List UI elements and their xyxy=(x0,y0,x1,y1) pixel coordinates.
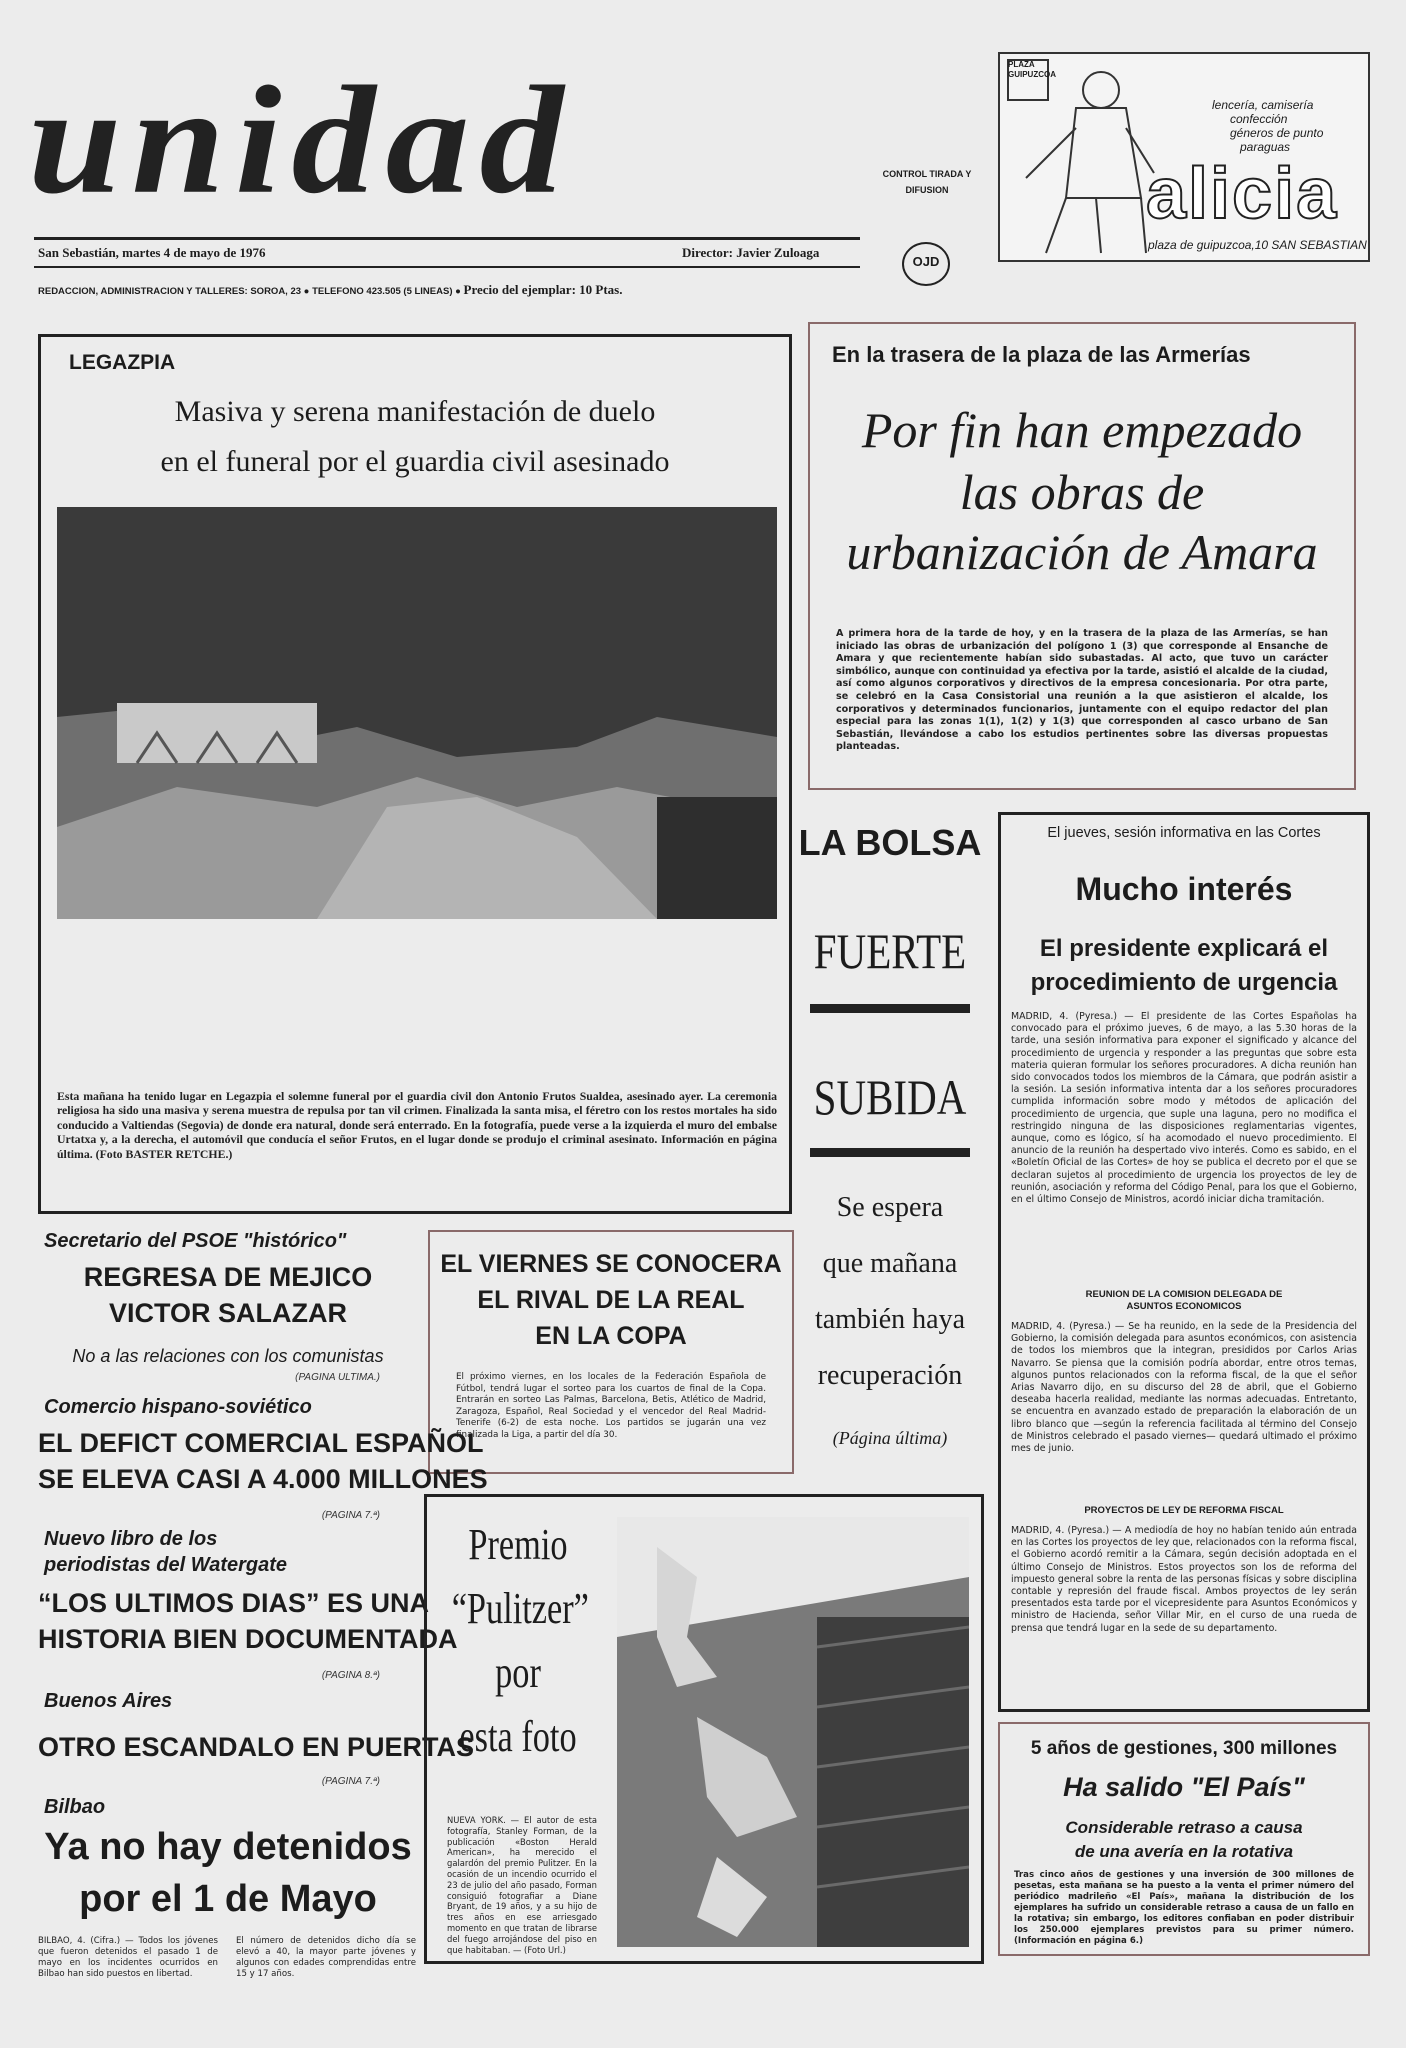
cortes-headline: Mucho interés xyxy=(1075,871,1293,907)
bolsa-title: LA BOLSA xyxy=(798,822,982,863)
ad-line: confección xyxy=(1230,112,1288,126)
cortes-kicker: El jueves, sesión informativa en las Cortes xyxy=(1047,825,1321,841)
cortes-body: MADRID, 4. (Pyresa.) — A mediodía de hoy no habían tenido aún entrada en las Cortes los proyectos de ley que, relacionados con la reforma fiscal, el Gobierno acordó remitir a la Cámara, según decisión adoptada en el último Consejo de Ministros. Estos proyectos son los de reforma del impuesto general sobre la renta de las personas físicas y sobre disciplina contable y represión del fraude fiscal. Ambos proyectos de ley serán presentados esta tarde por el vicepresidente para Asuntos Económicos y ministro de Hacienda, señor Villar Mir, en el curso de una rueda de prensa que tendrá lugar en la sede de su departamento. xyxy=(1011,1525,1357,1634)
psoe-headline: VICTOR SALAZAR xyxy=(108,1298,347,1328)
cortes-body: MADRID, 4. (Pyresa.) — El presidente de las Cortes Españolas ha convocado para el próximo jueves, 6 de mayo, a las 5.30 horas de la tarde, una sesión informativa para exponer el significado y alcance del procedimiento de urgencia y responder a las preguntas que sobre esta materia quieran formular los señores procuradores. A dicha reunión han sido convocados todos los miembros de la Cámara, que podrán asistir a la sesión. La sesión informativa intenta dar a los señores procuradores cumplida información sobre modo y métodos de aplicación del procedimiento de urgencia, que suple una laguna, pero no modifica el restringido ninguna de las disposiciones reglamentarias vigentes, aunque, como es lógico, sí ha acomodado el nuevo procedimiento. El anuncio de la reunión ha despertado vivo interés. Como es sabido, en el «Boletín Oficial de las Cortes» de hoy se publica el decreto por el que se declaran sujetos al procedimiento de urgencia los proyectos de ley de reunión, asociación y reforma del Código Penal, para los que el Gobierno, en el último Consejo de Ministros, acordó iniciar dicha tramitación. xyxy=(1011,1011,1357,1206)
masthead-rule-2 xyxy=(34,266,860,268)
bullet-icon: ● xyxy=(455,286,464,297)
bolsa-word: SUBIDA xyxy=(813,1069,967,1125)
legazpia-headline: Masiva y serena manifestación de duelo xyxy=(174,395,656,428)
libro-kicker: periodistas del Watergate xyxy=(44,1554,288,1576)
amara-headline: Por fin han empezado xyxy=(861,402,1303,458)
bolsa-sub: que mañana xyxy=(822,1248,958,1279)
legazpia-article xyxy=(38,334,792,1214)
pais-body: Tras cinco años de gestiones y una inversión de 300 millones de pesetas, esta mañana se ha puesto a la venta el primer número del periódico madrileño «El País», mañana la distribución de los ejemplares ha sufrido un considerable retraso a causa de un fallo en la rotativa; sin embargo, los editores confiaban en poder distribuir los 250.000 ejemplares previstos para su primer número. (Información en página 6.) xyxy=(1014,1870,1354,1946)
alicia-ad xyxy=(998,52,1370,262)
legazpia-photo xyxy=(57,507,777,919)
masthead-address xyxy=(38,282,623,298)
bilbao-body: El número de detenidos dicho día se elevó a 40, la mayor parte jóvenes y algunos con edades comprendidas entre 15 y 17 años. xyxy=(236,1936,416,1979)
cortes-body: MADRID, 4. (Pyresa.) — Se ha reunido, en la sede de la Presidencia del Gobierno, la comisión delegada para asuntos económicos, con asistencia de todos los miembros que la integran, presididos por Carlos Arias Navarro. Se piensa que la comisión podría abordar, entre otros temas, algunos puntos relacionados con la reforma fiscal, de la que el señor Arias Navarro dijo, en su discurso del 28 de abril, que el Gobierno deseaba hacerla realidad, mediante las normas adecuadas. Entretanto, se encuentra en avanzado estado de preparación la elaboración de un libro blanco que —según la referencia facilitada al término del Consejo de Ministros celebrado el pasado viernes— quedará ultimado el próximo mes de junio. xyxy=(1011,1321,1357,1455)
bolsa-sub: también haya xyxy=(814,1304,966,1335)
masthead-date: San Sebastián, martes 4 de mayo de 1976 xyxy=(38,245,266,260)
libro-ref: (PAGINA 8.ª) xyxy=(321,1670,380,1681)
bolsa-ref: (Página última) xyxy=(832,1428,948,1448)
bolsa-sub: recuperación xyxy=(817,1360,963,1391)
amara-article xyxy=(808,322,1356,790)
bolsa-article xyxy=(790,808,990,1508)
bolsa-word: FUERTE xyxy=(813,923,967,979)
comercio-kicker: Comercio hispano-soviético xyxy=(44,1396,312,1418)
pais-sub: Considerable retraso a causa xyxy=(1065,1818,1303,1837)
pulitzer-headline: por xyxy=(495,1648,541,1697)
ad-figure-illustration xyxy=(1006,58,1156,258)
ojd-logo xyxy=(902,242,950,286)
pais-kicker: 5 años de gestiones, 300 millones xyxy=(1030,1738,1338,1759)
libro-headline: “LOS ULTIMOS DIAS” ES UNA xyxy=(38,1588,430,1618)
copa-headline: EL VIERNES SE CONOCERA xyxy=(440,1250,782,1278)
ad-line: géneros de punto xyxy=(1230,126,1324,140)
copa-headline: EL RIVAL DE LA REAL xyxy=(477,1286,745,1314)
amara-kicker: En la trasera de la plaza de las Armerías xyxy=(832,342,1251,367)
photo-scene xyxy=(617,1517,969,1947)
legazpia-caption: Esta mañana ha tenido lugar en Legazpia el solemne funeral por el guardia civil don Antonio Frutos Sualdea, asesinado ayer. La ceremonia religiosa ha sido una masiva y serena muestra de repulsa por tan vil crimen. Finalizada la santa misa, el féretro con los restos mortales ha sido conducido a Valtiendas (Segovia) de donde era natural, donde será enterrado. En la fotografía, puede verse a la izquierda el muro del embalse Urtatxa y, a la derecha, el automóvil que conducía el señor Frutos, en el lugar donde se produjo el criminal asesinato. Información en página última. (Foto BASTER RETCHE.) xyxy=(57,1089,777,1161)
bilbao-body: BILBAO, 4. (Cifra.) — Todos los jóvenes que fueron detenidos el pasado 1 de mayo en los incidentes ocurridos en Bilbao han sido puestos en libertad. xyxy=(38,1936,218,1979)
legazpia-headline: en el funeral por el guardia civil asesinado xyxy=(160,445,670,478)
libro-kicker: Nuevo libro de los xyxy=(44,1528,218,1550)
pais-article xyxy=(998,1722,1370,1956)
cortes-sub: procedimiento de urgencia xyxy=(1030,969,1338,996)
pais-sub: de una avería en la rotativa xyxy=(1074,1842,1294,1861)
ad-brand: alicia xyxy=(1146,154,1339,234)
ojd-label: OJD xyxy=(912,254,940,269)
bolsa-sub: Se espera xyxy=(836,1192,944,1223)
address: REDACCION, ADMINISTRACION Y TALLERES: SOROA, 23 xyxy=(38,286,302,297)
pulitzer-photo xyxy=(617,1517,969,1947)
ad-line: paraguas xyxy=(1240,140,1291,154)
pulitzer-article xyxy=(424,1494,984,1964)
copa-headline: EN LA COPA xyxy=(535,1322,687,1350)
libro-headline: HISTORIA BIEN DOCUMENTADA xyxy=(38,1624,458,1654)
bolsa-rule xyxy=(810,1004,970,1013)
masthead-title: unidad xyxy=(28,54,574,226)
pais-headline: Ha salido "El País" xyxy=(1063,1772,1305,1802)
amara-headline: las obras de xyxy=(959,464,1205,520)
comercio-ref: (PAGINA 7.ª) xyxy=(321,1510,380,1521)
pulitzer-headline: esta foto xyxy=(459,1712,577,1761)
pulitzer-headline: Premio xyxy=(468,1520,568,1569)
amara-headline: urbanización de Amara xyxy=(846,524,1318,580)
bilbao-headline: Ya no hay detenidos xyxy=(44,1826,412,1868)
photo-scene xyxy=(57,507,777,919)
price: Precio del ejemplar: 10 Ptas. xyxy=(463,282,623,297)
cortes-article xyxy=(998,812,1370,1712)
ba-ref: (PAGINA 7.ª) xyxy=(321,1776,380,1787)
bullet-icon: ● xyxy=(303,286,313,297)
bilbao-headline: por el 1 de Mayo xyxy=(79,1878,377,1920)
ad-address: plaza de guipuzcoa,10 SAN SEBASTIAN xyxy=(1148,238,1367,252)
cortes-subhead: REUNION DE LA COMISION DELEGADA DE xyxy=(1085,1289,1283,1300)
comercio-headline: EL DEFICT COMERCIAL ESPAÑOL xyxy=(38,1428,484,1458)
bilbao-kicker: Bilbao xyxy=(44,1796,106,1818)
ad-line: lencería, camisería xyxy=(1212,98,1314,112)
copa-body: El próximo viernes, en los locales de la Federación Española de Fútbol, tendrá lugar el sorteo para los cuartos de final de la Copa. Entrarán en sorteo Las Palmas, Barcelona, Betis, Atlético de Madrid, Zaragoza, Español, Real Sociedad y el vencedor del Real Madrid-Tenerife (6-2) de esta noche. Los partidos se jugarán una vez finalizada la Liga, a partir del día 30. xyxy=(456,1372,766,1440)
cortes-sub: El presidente explicará el xyxy=(1039,935,1329,962)
psoe-headline: REGRESA DE MEJICO xyxy=(83,1262,373,1292)
ba-headline: OTRO ESCANDALO EN PUERTAS xyxy=(38,1732,475,1762)
masthead-rule xyxy=(34,237,860,240)
phone: TELEFONO 423.505 (5 LINEAS) xyxy=(312,286,453,297)
ba-kicker: Buenos Aires xyxy=(44,1690,173,1712)
pulitzer-headline: “Pulitzer” xyxy=(451,1584,589,1633)
comercio-headline: SE ELEVA CASI A 4.000 MILLONES xyxy=(38,1464,488,1494)
pulitzer-body: NUEVA YORK. — El autor de esta fotografía, Stanley Forman, de la publicación «Boston Herald American», ha merecido el galardón del premio Pulitzer. En la ocasión de un incendio ocurrido el 23 de julio del año pasado, Forman consiguió fotografiar a Diane Bryant, de 19 años, y a su hijo de tres años en ese arriesgado momento en que tratan de librarse del fuego arrojándose del piso en que habitaban. — (Foto Url.) xyxy=(447,1815,597,1955)
psoe-ref: (PAGINA ULTIMA.) xyxy=(295,1372,380,1383)
ad-plaza: PLAZA GUIPUZCOA xyxy=(1008,60,1056,79)
masthead-director: Director: Javier Zuloaga xyxy=(682,245,820,260)
masthead-control: CONTROL TIRADA Y DIFUSION xyxy=(882,169,972,195)
cortes-subhead: ASUNTOS ECONOMICOS xyxy=(1126,1301,1242,1312)
amara-body: A primera hora de la tarde de hoy, y en la trasera de la plaza de las Armerías, se han iniciado las obras de urbanización del polígono 1 (3) que corresponde al Ensanche de Amara y que recientemente habían sido subastadas. Al acto, que tuvo un carácter simbólico, aunque con continuidad ya efectiva por la tarde, asistió el alcalde de la ciudad, así como algunos corporativos y directivos de la empresa concesionaria. Por otra parte, se celebró en la Casa Consistorial una reunión a la que asistieron el alcalde, los corporativos y determinados funcionarios, juntamente con el equipo redactor del plan especial para las zonas 1(1), 1(2) y 1(3) que corresponden al casco urbano de San Sebastián, llevándose a cabo los estudios pertinentes sobre las diversas propuestas planteadas. xyxy=(836,628,1328,753)
psoe-sub: No a las relaciones con los comunistas xyxy=(72,1346,384,1366)
psoe-kicker: Secretario del PSOE "histórico" xyxy=(44,1230,347,1252)
bolsa-rule xyxy=(810,1148,970,1157)
cortes-subhead: PROYECTOS DE LEY DE REFORMA FISCAL xyxy=(1084,1505,1284,1516)
legazpia-location: LEGAZPIA xyxy=(69,351,176,374)
